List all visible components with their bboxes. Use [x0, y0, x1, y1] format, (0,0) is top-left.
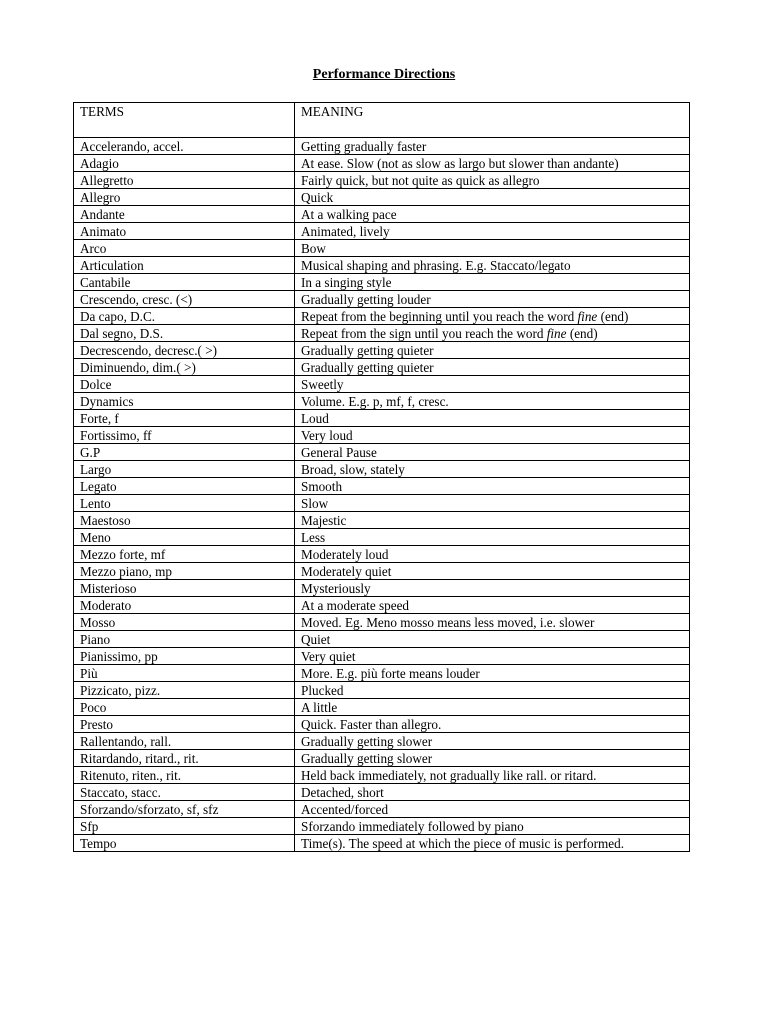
meaning-text: (end)	[566, 326, 598, 341]
term-cell: Staccato, stacc.	[74, 784, 295, 801]
meaning-text: Repeat from the beginning until you reach the word	[301, 309, 578, 324]
term-cell: Largo	[74, 461, 295, 478]
table-row	[74, 716, 690, 733]
term-cell: Più	[74, 665, 295, 682]
term-cell: Tempo	[74, 835, 295, 852]
table-row	[74, 274, 690, 291]
meaning-emphasis: fine	[546, 326, 567, 341]
table-row	[74, 138, 690, 155]
term-cell: Diminuendo, dim.( >)	[74, 359, 295, 376]
table-row	[74, 631, 690, 648]
meaning-cell: Majestic	[295, 512, 690, 529]
meaning-cell: A little	[295, 699, 690, 716]
table-row	[74, 563, 690, 580]
meaning-cell: Less	[295, 529, 690, 546]
term-cell: Moderato	[74, 597, 295, 614]
table-row	[74, 376, 690, 393]
meaning-cell: Broad, slow, stately	[295, 461, 690, 478]
term-cell: Mezzo forte, mf	[74, 546, 295, 563]
term-cell: Ritenuto, riten., rit.	[74, 767, 295, 784]
meaning-cell: Held back immediately, not gradually like rall. or ritard.	[295, 767, 690, 784]
table-row	[74, 291, 690, 308]
meaning-cell: Mysteriously	[295, 580, 690, 597]
header-terms: TERMS	[74, 103, 295, 138]
term-cell: Dolce	[74, 376, 295, 393]
term-cell: Forte, f	[74, 410, 295, 427]
term-cell: Decrescendo, decresc.( >)	[74, 342, 295, 359]
table-header-row	[74, 103, 690, 138]
table-row	[74, 750, 690, 767]
term-cell: Allegretto	[74, 172, 295, 189]
term-cell: Cantabile	[74, 274, 295, 291]
term-cell: Rallentando, rall.	[74, 733, 295, 750]
term-cell: G.P	[74, 444, 295, 461]
term-cell: Poco	[74, 699, 295, 716]
meaning-cell: Very quiet	[295, 648, 690, 665]
term-cell: Piano	[74, 631, 295, 648]
table-row	[74, 257, 690, 274]
term-cell: Legato	[74, 478, 295, 495]
term-cell: Da capo, D.C.	[74, 308, 295, 325]
meaning-cell: Fairly quick, but not quite as quick as allegro	[295, 172, 690, 189]
table-row	[74, 546, 690, 563]
term-cell: Sfp	[74, 818, 295, 835]
table-row	[74, 580, 690, 597]
meaning-cell: Sforzando immediately followed by piano	[295, 818, 690, 835]
meaning-cell	[295, 308, 690, 325]
meaning-cell: Gradually getting slower	[295, 750, 690, 767]
table-row	[74, 614, 690, 631]
table-row	[74, 682, 690, 699]
meaning-cell: At a moderate speed	[295, 597, 690, 614]
table-row	[74, 665, 690, 682]
meaning-cell: Smooth	[295, 478, 690, 495]
table-row	[74, 427, 690, 444]
meaning-cell: Accented/forced	[295, 801, 690, 818]
meaning-cell: Quick. Faster than allegro.	[295, 716, 690, 733]
term-cell: Misterioso	[74, 580, 295, 597]
meaning-cell: Volume. E.g. p, mf, f, cresc.	[295, 393, 690, 410]
meaning-cell: Moved. Eg. Meno mosso means less moved, i.e. slower	[295, 614, 690, 631]
table-row	[74, 478, 690, 495]
terms-table-body	[74, 103, 690, 852]
document-title: Performance Directions	[312, 67, 456, 82]
term-cell: Presto	[74, 716, 295, 733]
meaning-cell: Moderately quiet	[295, 563, 690, 580]
meaning-emphasis: fine	[577, 309, 598, 324]
table-row	[74, 325, 690, 342]
header-meaning: MEANING	[295, 103, 690, 138]
table-row	[74, 495, 690, 512]
meaning-cell: Gradually getting quieter	[295, 342, 690, 359]
term-cell: Pizzicato, pizz.	[74, 682, 295, 699]
meaning-cell: Gradually getting quieter	[295, 359, 690, 376]
term-cell: Mezzo piano, mp	[74, 563, 295, 580]
term-cell: Ritardando, ritard., rit.	[74, 750, 295, 767]
term-cell: Arco	[74, 240, 295, 257]
meaning-cell: Slow	[295, 495, 690, 512]
meaning-cell	[295, 325, 690, 342]
meaning-cell: At ease. Slow (not as slow as largo but slower than andante)	[295, 155, 690, 172]
term-cell: Dynamics	[74, 393, 295, 410]
meaning-cell: Bow	[295, 240, 690, 257]
table-row	[74, 648, 690, 665]
term-cell: Pianissimo, pp	[74, 648, 295, 665]
table-row	[74, 444, 690, 461]
table-row	[74, 767, 690, 784]
term-cell: Allegro	[74, 189, 295, 206]
term-cell: Mosso	[74, 614, 295, 631]
term-cell: Maestoso	[74, 512, 295, 529]
table-row	[74, 223, 690, 240]
meaning-cell: Animated, lively	[295, 223, 690, 240]
table-row	[74, 155, 690, 172]
meaning-cell: Quiet	[295, 631, 690, 648]
meaning-cell: Very loud	[295, 427, 690, 444]
meaning-cell: Quick	[295, 189, 690, 206]
terms-table	[73, 102, 690, 852]
meaning-cell: Gradually getting slower	[295, 733, 690, 750]
meaning-cell: Detached, short	[295, 784, 690, 801]
table-row	[74, 801, 690, 818]
meaning-cell: General Pause	[295, 444, 690, 461]
meaning-cell: Musical shaping and phrasing. E.g. Staccato/legato	[295, 257, 690, 274]
table-row	[74, 206, 690, 223]
table-row	[74, 818, 690, 835]
term-cell: Meno	[74, 529, 295, 546]
table-row	[74, 461, 690, 478]
term-cell: Adagio	[74, 155, 295, 172]
table-row	[74, 359, 690, 376]
term-cell: Sforzando/sforzato, sf, sfz	[74, 801, 295, 818]
table-row	[74, 189, 690, 206]
table-row	[74, 784, 690, 801]
term-cell: Andante	[74, 206, 295, 223]
meaning-text: (end)	[597, 309, 629, 324]
meaning-cell: Time(s). The speed at which the piece of music is performed.	[295, 835, 690, 852]
meaning-cell: Gradually getting louder	[295, 291, 690, 308]
term-cell: Dal segno, D.S.	[74, 325, 295, 342]
table-row	[74, 308, 690, 325]
table-row	[74, 597, 690, 614]
term-cell: Articulation	[74, 257, 295, 274]
table-row	[74, 172, 690, 189]
table-row	[74, 835, 690, 852]
meaning-cell: Loud	[295, 410, 690, 427]
term-cell: Fortissimo, ff	[74, 427, 295, 444]
table-row	[74, 529, 690, 546]
term-cell: Crescendo, cresc. (<)	[74, 291, 295, 308]
table-row	[74, 342, 690, 359]
table-row	[74, 410, 690, 427]
term-cell: Animato	[74, 223, 295, 240]
meaning-text: Repeat from the sign until you reach the word	[301, 326, 547, 341]
table-row	[74, 393, 690, 410]
term-cell: Lento	[74, 495, 295, 512]
meaning-cell: More. E.g. più forte means louder	[295, 665, 690, 682]
table-row	[74, 699, 690, 716]
term-cell: Accelerando, accel.	[74, 138, 295, 155]
meaning-cell: Plucked	[295, 682, 690, 699]
meaning-cell: In a singing style	[295, 274, 690, 291]
meaning-cell: Moderately loud	[295, 546, 690, 563]
table-row	[74, 240, 690, 257]
meaning-cell: Getting gradually faster	[295, 138, 690, 155]
table-row	[74, 733, 690, 750]
meaning-cell: At a walking pace	[295, 206, 690, 223]
table-row	[74, 512, 690, 529]
meaning-cell: Sweetly	[295, 376, 690, 393]
